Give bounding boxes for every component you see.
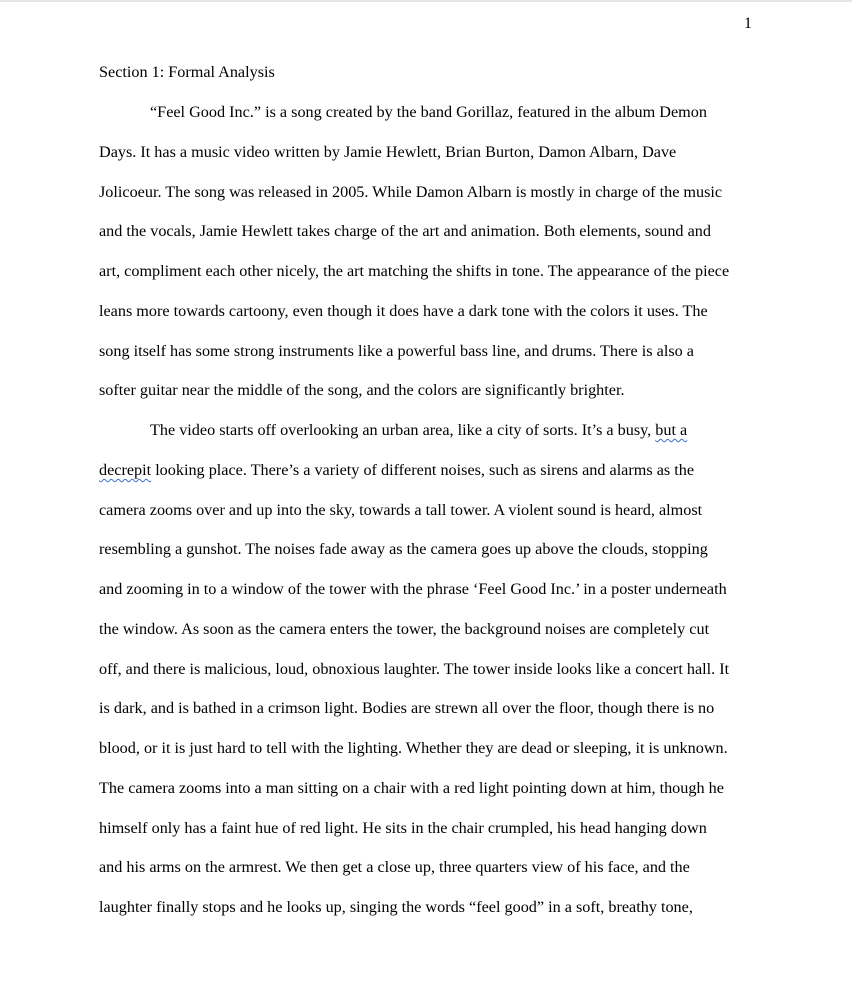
paragraph-1-line: art, compliment each other nicely, the art matching the shifts in tone. The appearance of the piece <box>99 262 730 280</box>
page-number: 1 <box>743 14 752 32</box>
paragraph-2-text: The video starts off overlooking an urban area, like a city of sorts. It’s a busy, <box>150 421 656 439</box>
paragraph-2-line: the window. As soon as the camera enters the tower, the background noises are completely cut <box>99 620 710 638</box>
paragraph-2-line: resembling a gunshot. The noises fade away as the camera goes up above the clouds, stopping <box>99 540 708 558</box>
paragraph-2-line: off, and there is malicious, loud, obnoxious laughter. The tower inside looks like a concert hall. It <box>99 660 730 678</box>
paragraph-2-line: camera zooms over and up into the sky, towards a tall tower. A violent sound is heard, almost <box>99 501 703 519</box>
paragraph-1-line: song itself has some strong instruments like a powerful bass line, and drums. There is also a <box>99 342 694 360</box>
paragraph-1-line: and the vocals, Jamie Hewlett takes charge of the art and animation. Both elements, sound and <box>99 222 711 240</box>
paragraph-1-line: Days. It has a music video written by Jamie Hewlett, Brian Burton, Damon Albarn, Dave <box>99 143 677 161</box>
paragraph-2-text: looking place. There’s a variety of different noises, such as sirens and alarms as the <box>151 461 695 479</box>
paragraph-1-line: softer guitar near the middle of the song, and the colors are significantly brighter. <box>99 381 625 399</box>
paragraph-1-line: leans more towards cartoony, even though it does have a dark tone with the colors it uses. The <box>99 302 708 320</box>
paragraph-2-line: blood, or it is just hard to tell with the lighting. Whether they are dead or sleeping, it is unknown. <box>99 739 728 757</box>
grammar-flag[interactable]: decrepit <box>99 461 152 479</box>
paragraph-2-line <box>150 420 810 440</box>
paragraph-2-line: The camera zooms into a man sitting on a chair with a red light pointing down at him, though he <box>99 779 724 797</box>
paragraph-2-line: and zooming in to a window of the tower with the phrase ‘Feel Good Inc.’ in a poster underneath <box>99 580 727 598</box>
paragraph-2-line: himself only has a faint hue of red light. He sits in the chair crumpled, his head hanging down <box>99 819 707 837</box>
section-heading: Section 1: Formal Analysis <box>99 63 275 81</box>
page-top-edge <box>0 0 852 2</box>
paragraph-2-line: and his arms on the armrest. We then get a close up, three quarters view of his face, and the <box>99 858 690 876</box>
grammar-flag[interactable]: but a <box>655 421 688 439</box>
paragraph-1-line: Jolicoeur. The song was released in 2005. While Damon Albarn is mostly in charge of the music <box>99 183 723 201</box>
paragraph-2-line: laughter finally stops and he looks up, singing the words “feel good” in a soft, breathy tone, <box>99 898 693 916</box>
paragraph-2-line: is dark, and is bathed in a crimson light. Bodies are strewn all over the floor, though there is no <box>99 699 715 717</box>
paragraph-1-line: “Feel Good Inc.” is a song created by the band Gorillaz, featured in the album Demon <box>150 103 707 121</box>
paragraph-2-line <box>99 460 759 480</box>
